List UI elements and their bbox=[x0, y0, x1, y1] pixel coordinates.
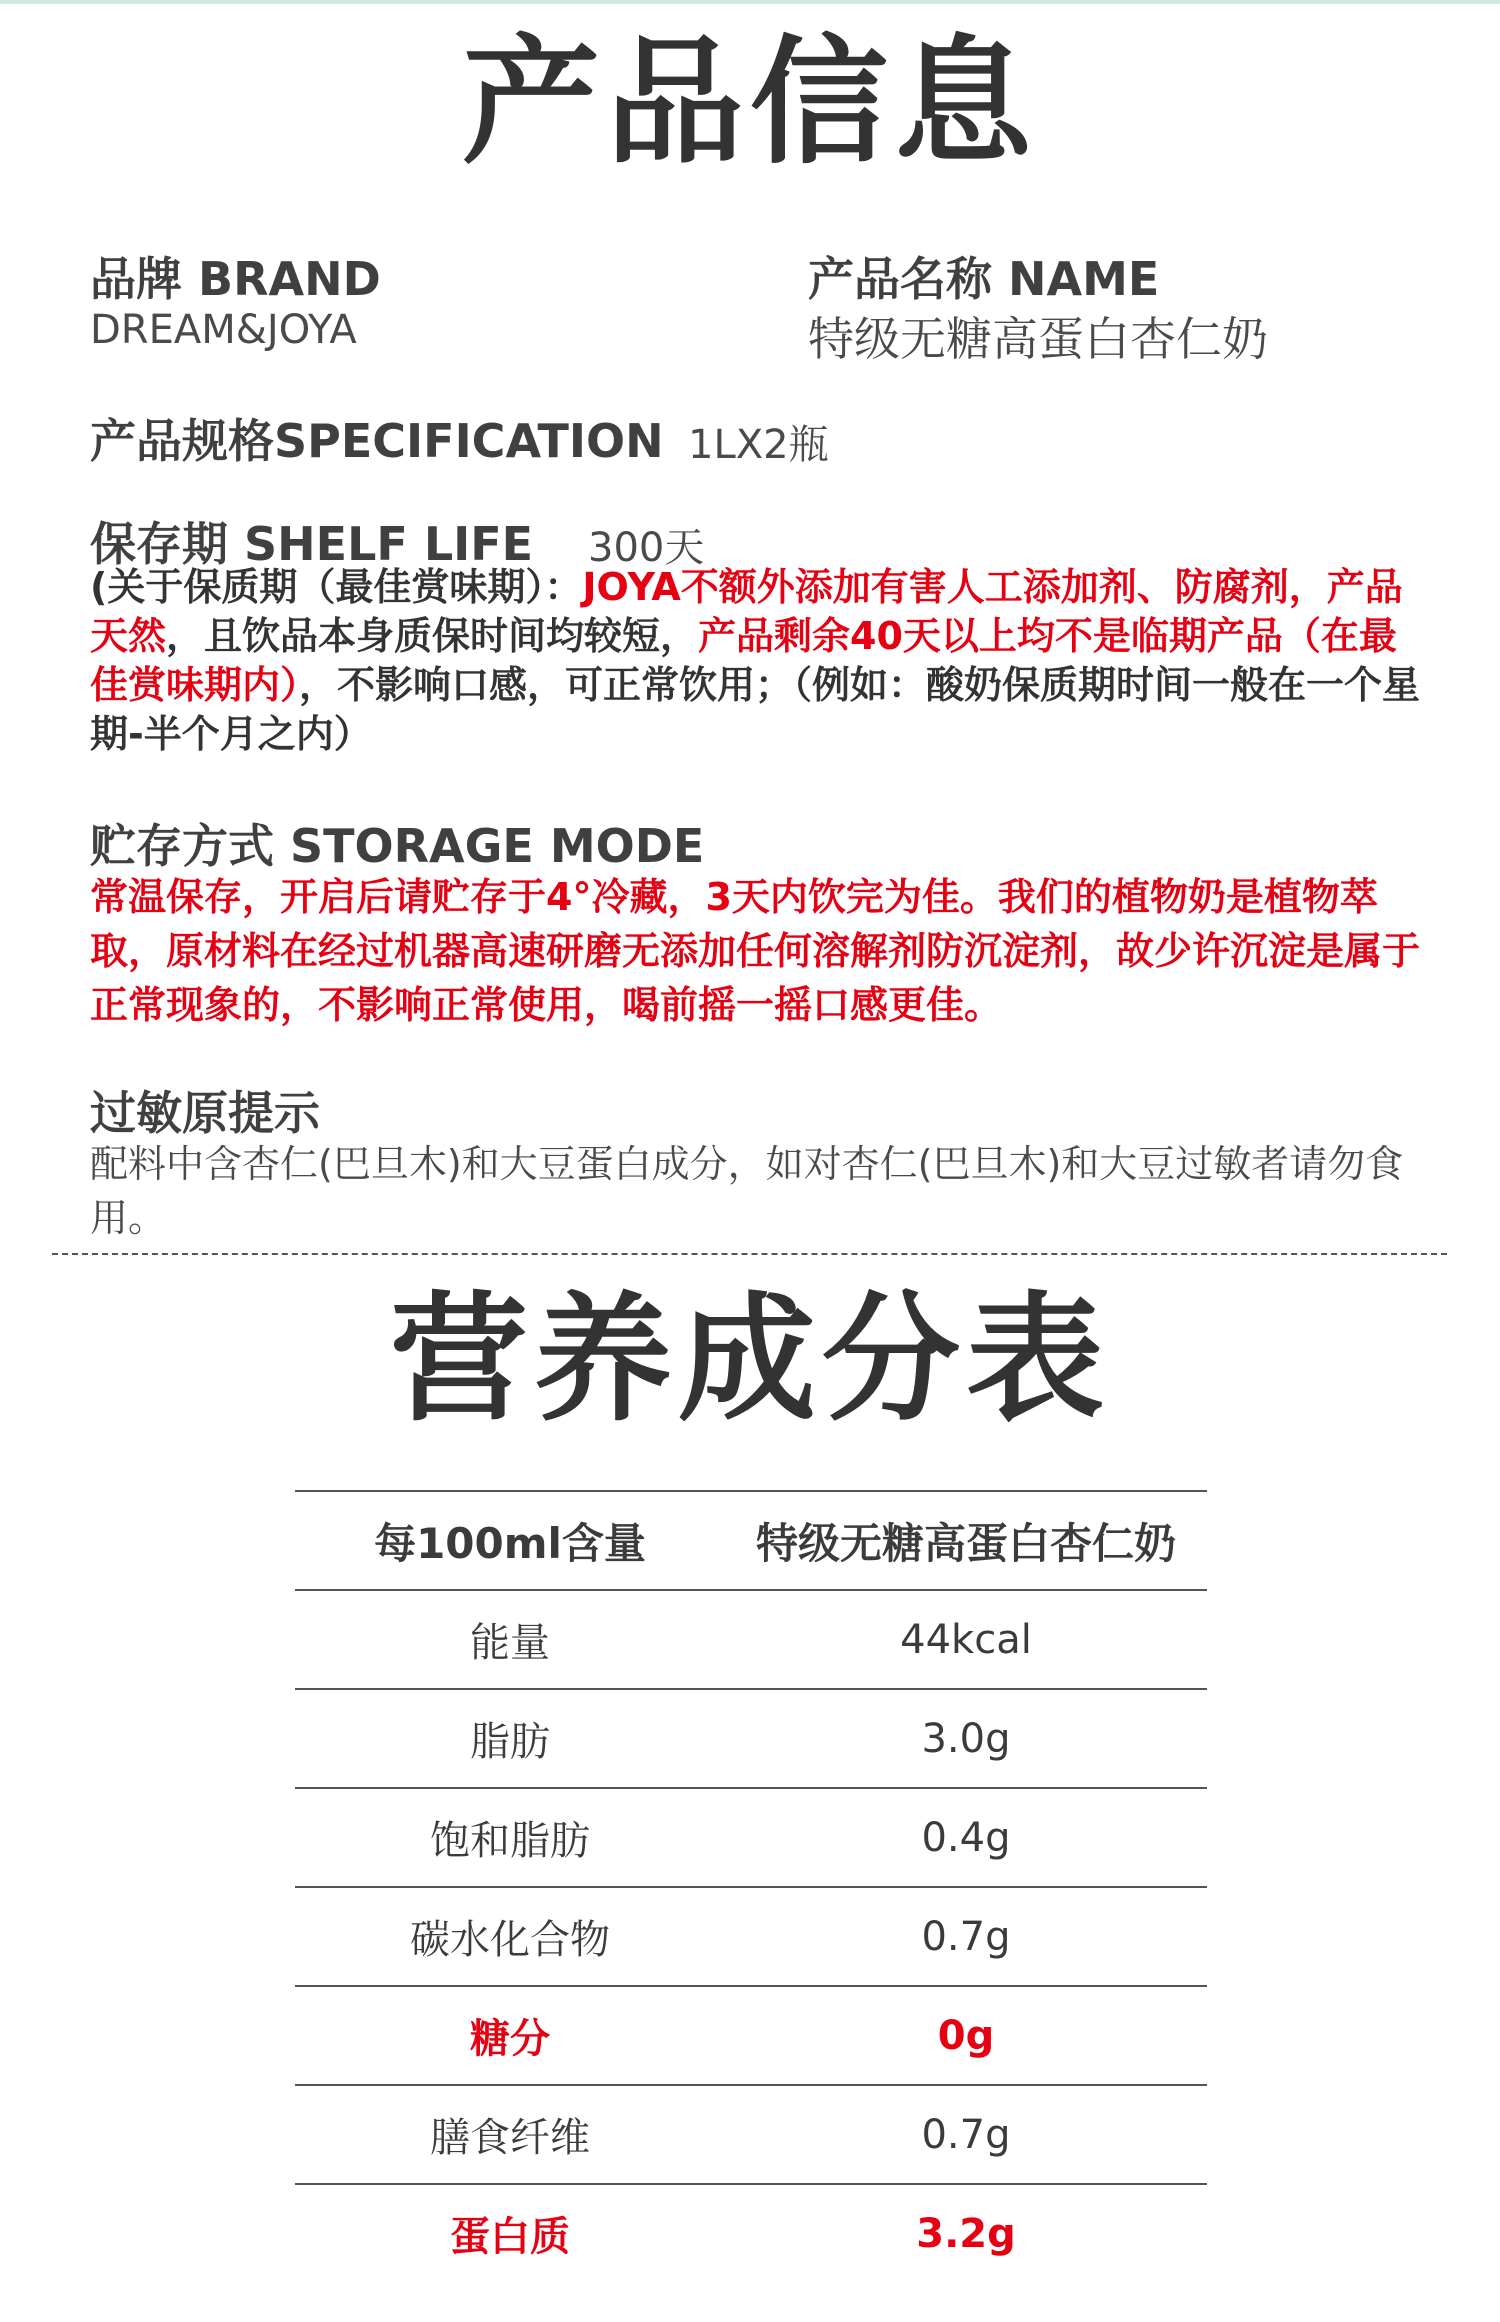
nutrient-name: 碳水化合物 bbox=[295, 1887, 725, 1986]
nutrient-name: 饱和脂肪 bbox=[295, 1788, 725, 1887]
nutrition-title: 营养成分表 bbox=[389, 1279, 1110, 1440]
top-accent-line bbox=[0, 0, 1500, 4]
nutrient-value: 3.0g bbox=[725, 1689, 1207, 1788]
nutrient-name: 蛋白质 bbox=[295, 2184, 725, 2282]
table-row bbox=[295, 1887, 1207, 1986]
brand-label: 品牌 BRAND bbox=[90, 252, 381, 306]
table-row-highlight bbox=[295, 1986, 1207, 2085]
table-row bbox=[295, 1689, 1207, 1788]
section-divider bbox=[52, 1253, 1447, 1255]
brand-value: DREAM&JOYA bbox=[90, 307, 357, 353]
nutrient-value: 3.2g bbox=[725, 2184, 1207, 2282]
name-value: 特级无糖高蛋白杏仁奶 bbox=[808, 312, 1268, 366]
nutrient-name: 脂肪 bbox=[295, 1689, 725, 1788]
storage-label: 贮存方式 STORAGE MODE bbox=[90, 819, 705, 873]
page-title: 产品信息 bbox=[461, 22, 1038, 183]
shelf-note-part-3: ，且饮品本身质保时间均较短， bbox=[166, 614, 699, 658]
nutrient-name: 能量 bbox=[295, 1590, 725, 1689]
shelf-note-part-1: (关于保质期（最佳赏味期）： bbox=[90, 565, 583, 609]
nutrient-value: 0.7g bbox=[725, 2085, 1207, 2184]
spec-value: 1LX2瓶 bbox=[688, 422, 829, 468]
nutrient-name: 糖分 bbox=[295, 1986, 725, 2085]
nutrient-value: 0g bbox=[725, 1986, 1207, 2085]
name-label: 产品名称 NAME bbox=[808, 252, 1160, 306]
shelf-life-note bbox=[90, 563, 1430, 759]
nutrition-header-product: 特级无糖高蛋白杏仁奶 bbox=[725, 1491, 1207, 1590]
storage-text: 常温保存，开启后请贮存于4°冷藏，3天内饮完为佳。我们的植物奶是植物萃取，原材料在经过机器高速研磨无添加任何溶解剂防沉淀剂，故少许沉淀是属于正常现象的，不影响正常使用，喝前摇一摇口感更佳。 bbox=[90, 875, 1421, 1027]
nutrient-value: 0.4g bbox=[725, 1788, 1207, 1887]
shelf-life-label: 保存期 SHELF LIFE bbox=[90, 517, 534, 571]
shelf-note-part-2: JOYA不额外添加有害人工添加剂、防腐剂，产品天然 bbox=[90, 565, 1403, 658]
table-row bbox=[295, 1788, 1207, 1887]
shelf-note-part-4: 产品剩余40天以上均不是临期产品（在最佳赏味期内） bbox=[90, 614, 1397, 707]
nutrient-value: 0.7g bbox=[725, 1887, 1207, 1986]
nutrition-table bbox=[295, 1490, 1207, 2282]
nutrition-header-basis: 每100ml含量 bbox=[295, 1491, 725, 1590]
nutrient-value: 44kcal bbox=[725, 1590, 1207, 1689]
allergen-text: 配料中含杏仁(巴旦木)和大豆蛋白成分，如对杏仁(巴旦木)和大豆过敏者请勿食用。 bbox=[90, 1142, 1404, 1240]
nutrition-header-row bbox=[295, 1491, 1207, 1590]
spec-label: 产品规格SPECIFICATION bbox=[90, 414, 664, 468]
nutrient-name: 膳食纤维 bbox=[295, 2085, 725, 2184]
table-row bbox=[295, 2085, 1207, 2184]
allergen-label: 过敏原提示 bbox=[90, 1086, 320, 1140]
shelf-note-part-5: ，不影响口感，可正常饮用；（例如：酸奶保质期时间一般在一个星期-半个月之内） bbox=[90, 663, 1421, 756]
table-row bbox=[295, 1590, 1207, 1689]
table-row-highlight bbox=[295, 2184, 1207, 2282]
shelf-life-value: 300天 bbox=[588, 525, 705, 571]
